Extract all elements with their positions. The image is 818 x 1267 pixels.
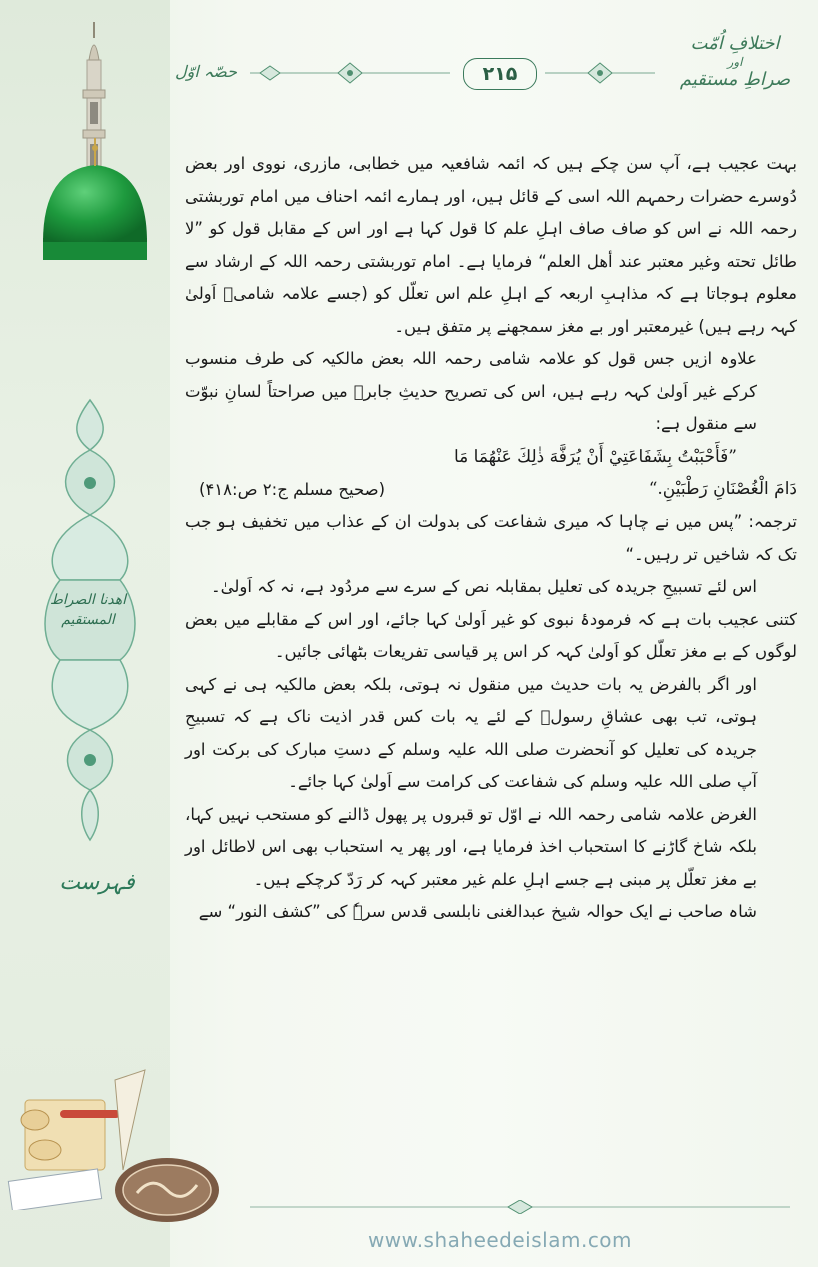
paragraph-8: شاہ صاحب نے ایک حوالہ شیخ عبدالغنی نابلسی قدس سرہٗ کی ”کشف النور“ سے xyxy=(198,902,757,921)
main-text xyxy=(185,148,797,929)
header-ornament-left xyxy=(250,60,450,86)
book-title xyxy=(670,32,800,92)
book-title-line1: اختلافِ اُمّت xyxy=(690,33,780,54)
page-header xyxy=(160,33,800,108)
mosque-dome-illustration xyxy=(25,20,165,270)
section-label: حصّہ اوّل xyxy=(175,62,238,81)
paragraph-5: کتنی عجیب بات ہے کہ فرمودۂ نبوی کو غیر اَولیٰ کہا جائے، اور اس کے مقابلے میں بعض لوگوں کے بے مغز تعلّل کو اَولیٰ کہہ کر اس پر قیاسی تفریعات بٹھائی جائیں۔ xyxy=(185,609,797,661)
header-ornament-right xyxy=(545,60,655,86)
sidebar-badge-text: اهدنا الصراط المستقیم xyxy=(49,592,127,628)
arabic-hadith-line1: ”فَأَحْبَبْتُ بِشَفَاعَتِيْ أَنْ يُرَفَّهَ ذٰلِكَ عَنْهُمَا مَا xyxy=(453,446,737,467)
paragraph-1: بہت عجیب ہے، آپ سن چکے ہیں کہ ائمہ شافعیہ میں خطابی، مازری، نووی اور بعض دُوسرے حضرات رحمہم اللہ اسی کے قائل ہیں، اور ہمارے ائمہ احناف میں امام توربشتی رحمہ اللہ نے اس کو صاف صاف اہلِ علم کا قول کہا ہے اور اس کے مقابل قول کو ”لا طائل تحته وغير معتبر عند أهل العلم“ فرمایا ہے۔ امام توربشتی رحمہ اللہ کے ارشاد سے معلوم ہوجاتا ہے کہ مذاہبِ اربعہ کے اہلِ علم اس تعلّل کو (جسے علامہ شامیؒ اَولیٰ کہہ رہے ہیں) غیرمعتبر اور بے مغز سمجھنے پر متفق ہیں۔ xyxy=(185,154,797,336)
paragraph-4: اس لئے تسبیحِ جریدہ کی تعلیل بمقابلہ نص کے سرے سے مردُود ہے، نہ کہ اَولیٰ۔ xyxy=(210,577,757,596)
book-title-line3: صراطِ مستقیم xyxy=(679,69,791,90)
hadith-reference: (صحیح مسلم ج:۲ ص:۴۱۸) xyxy=(199,479,386,499)
seal-logo xyxy=(112,1155,222,1225)
paragraph-7: الغرض علامہ شامی رحمہ اللہ نے اوّل تو قبروں پر پھول ڈالنے کو مستحب نہیں کہا، بلکہ شاخ گاڑنے کا استحباب اخذ فرمایا ہے، اور پھر یہ استحباب بھی اس لاطائل اور بے مغز تعلّل پر مبنی ہے جسے اہلِ علم غیر معتبر کہہ کر رَدّ کرچکے ہیں۔ xyxy=(185,804,757,889)
index-link[interactable]: فہرست xyxy=(59,870,135,895)
footer-ornament xyxy=(250,1200,790,1214)
website-link[interactable]: www.shaheedeislam.com xyxy=(367,1228,633,1252)
paragraph-2: علاوہ ازیں جس قول کو علامہ شامی رحمہ اللہ بعض مالکیہ کی طرف منسوب کرکے غیر اَولیٰ کہہ رہے ہیں، اس کی تصریح حدیثِ جابرؓ میں صراحتاً لسانِ نبوّت سے منقول ہے: xyxy=(185,349,757,433)
book-title-line2: اور xyxy=(727,55,743,69)
arabic-hadith-line2: دَامَ الْغُصْنَانِ رَطْبَيْنِ.“ xyxy=(648,479,797,499)
paragraph-translation: ترجمہ: ”پس میں نے چاہا کہ میری شفاعت کی بدولت ان کے عذاب میں تخفیف ہو جب تک کہ شاخیں تر رہیں۔“ xyxy=(185,512,797,564)
page-number: ۲۱۵ xyxy=(463,58,537,90)
paragraph-6: اور اگر بالفرض یہ بات حدیث میں منقول نہ ہوتی، بلکہ بعض مالکیہ ہی نے کہی ہوتی، تب بھی عشاقِ رسولؐ کے لئے یہ بات کس قدر اذیت ناک ہے کہ تسبیحِ جریدہ کی تعلیل کو آنحضرت صلی اللہ علیہ وسلم کے دستِ مبارک کی برکت اور آپ صلی اللہ علیہ وسلم کی شفاعت کی کرامت سے اَولیٰ کہا جائے۔ xyxy=(185,674,757,791)
